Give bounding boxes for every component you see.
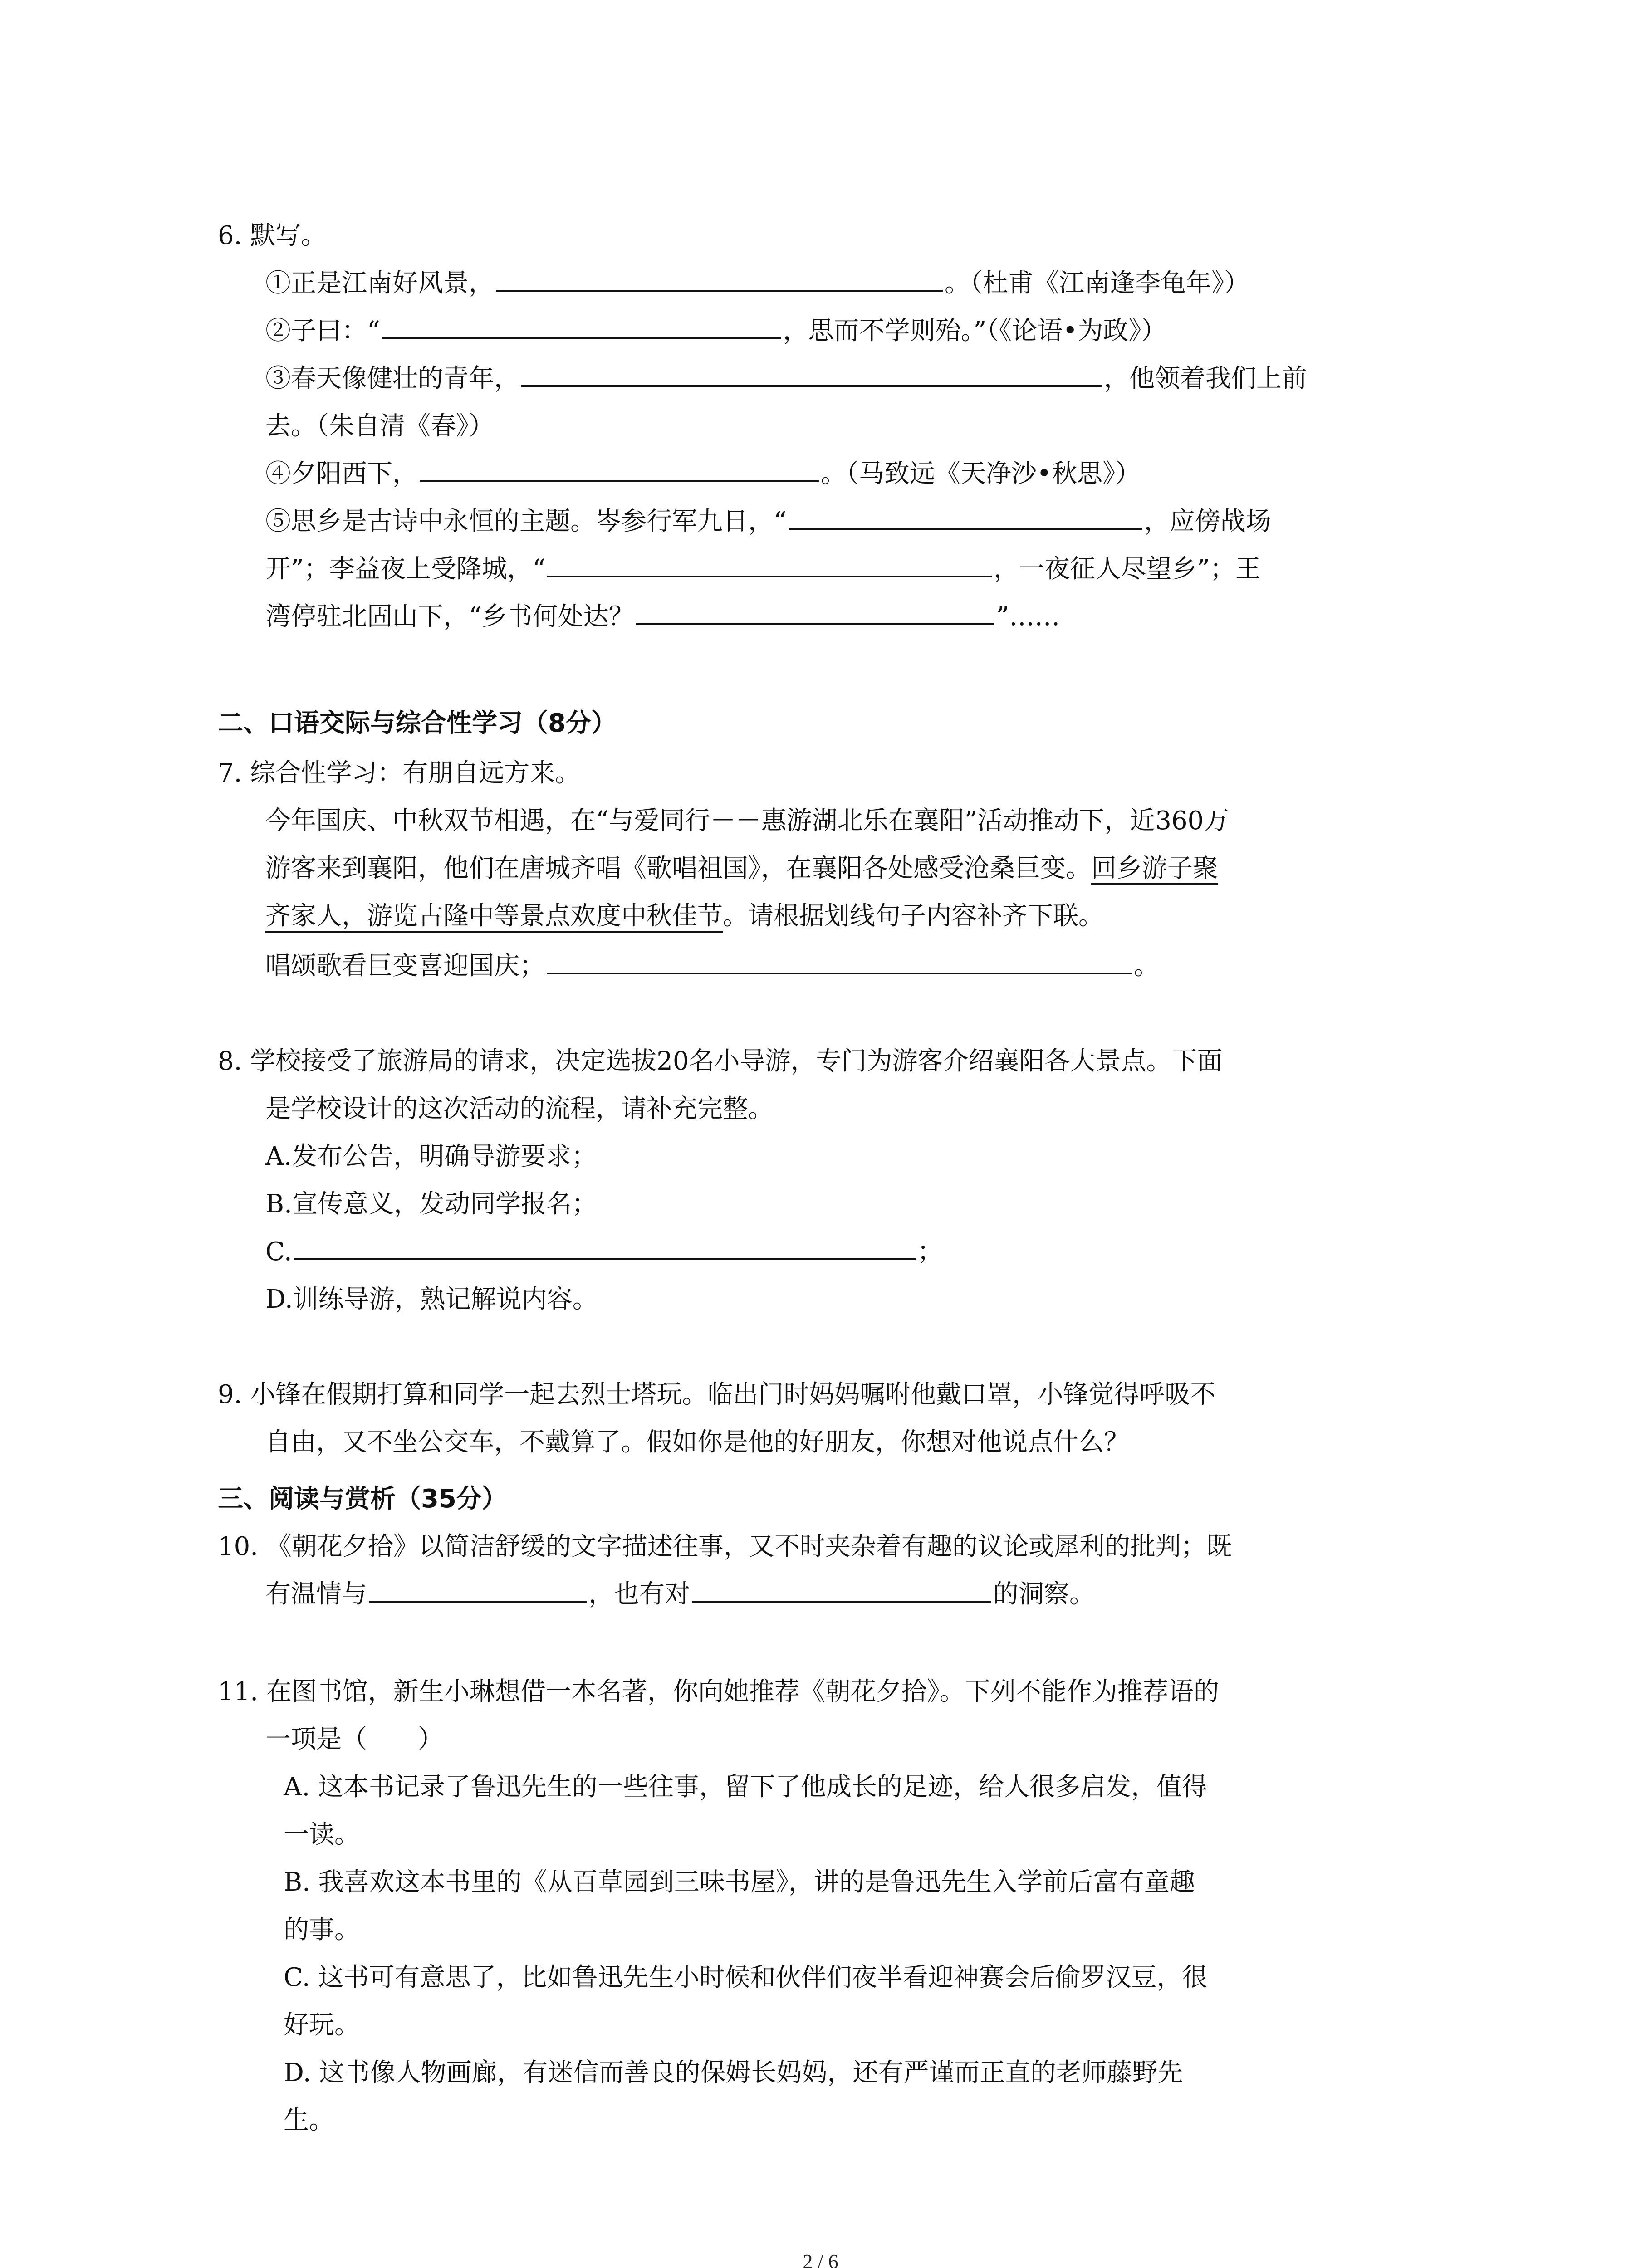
answer-blank[interactable] bbox=[636, 595, 994, 625]
q11-line-1: 11. 在图书馆，新生小琳想借一本名著，你向她推荐《朝花夕拾》。下列不能作为推荐语的 bbox=[218, 1677, 1219, 1706]
q11-option-c: C. 这书可有意思了，比如鲁迅先生小时候和伙伴们夜半看迎神赛会后偷罗汉豆，很 bbox=[284, 1963, 1208, 1992]
answer-blank[interactable] bbox=[382, 309, 781, 339]
q9-line-2: 自由，又不坐公交车，不戴算了。假如你是他的好朋友，你想对他说点什么？ bbox=[265, 1427, 1129, 1457]
q8-title: 8. 学校接受了旅游局的请求，决定选拔20名小导游，专门为游客介绍襄阳各大景点。下面 bbox=[218, 1046, 1223, 1076]
q6-item-1: ①正是江南好风景， 。（杜甫《江南逢李龟年》） bbox=[265, 261, 1249, 306]
q7-couplet: 唱颂歌看巨变喜迎国庆； 。 bbox=[265, 943, 1159, 989]
q7-paragraph-line-3: 齐家人，游览古隆中等景点欢度中秋佳节。请根据划线句子内容补齐下联。 bbox=[265, 901, 1104, 931]
q6-item-5: ⑤思乡是古诗中永恒的主题。岑参行军九日，“ ，应傍战场 bbox=[265, 499, 1271, 544]
q11-option-b-cont: 的事。 bbox=[284, 1915, 360, 1945]
q11-line-2: 一项是（ ） bbox=[265, 1725, 443, 1754]
answer-blank[interactable] bbox=[547, 944, 1132, 974]
answer-blank[interactable] bbox=[369, 1573, 587, 1603]
section-2-title: 二、口语交际与综合性学习（8分） bbox=[218, 709, 617, 738]
q11-option-b: B. 我喜欢这本书里的《从百草园到三味书屋》，讲的是鲁迅先生入学前后富有童趣 bbox=[284, 1867, 1195, 1897]
q6-item-4: ④夕阳西下， 。（马致远《天净沙•秋思》） bbox=[265, 451, 1141, 497]
q9-line-1: 9. 小锋在假期打算和同学一起去烈士塔玩。临出门时妈妈嘱咐他戴口罩，小锋觉得呼吸不 bbox=[218, 1380, 1216, 1409]
answer-blank[interactable] bbox=[294, 1230, 916, 1260]
q10-line-1: 10. 《朝花夕拾》以简洁舒缓的文字描述往事，又不时夹杂着有趣的议论或犀利的批判；既 bbox=[218, 1532, 1232, 1561]
answer-blank[interactable] bbox=[521, 357, 1102, 387]
q6-item-5-cont-2: 湾停驻北固山下，“乡书何处达？ ”…… bbox=[265, 594, 1060, 640]
q6-item-3: ③春天像健壮的青年， ，他领着我们上前 bbox=[265, 356, 1307, 401]
answer-blank[interactable] bbox=[420, 452, 819, 482]
q11-option-d: D. 这书像人物画廊，有迷信而善良的保姆长妈妈，还有严谨而正直的老师藤野先 bbox=[284, 2058, 1183, 2087]
q7-paragraph-line-1: 今年国庆、中秋双节相遇，在“与爱同行－－惠游湖北乐在襄阳”活动推动下，近360万 bbox=[265, 806, 1230, 836]
answer-blank[interactable] bbox=[789, 500, 1142, 530]
q6-item-5-cont-1: 开”；李益夜上受降城，“ ，一夜征人尽望乡”；王 bbox=[265, 547, 1261, 592]
q11-option-a: A. 这本书记录了鲁迅先生的一些往事，留下了他成长的足迹，给人很多启发，值得 bbox=[284, 1772, 1208, 1802]
q8-step-b: B.宣传意义，发动同学报名； bbox=[265, 1189, 597, 1219]
section-3-title: 三、阅读与赏析（35分） bbox=[218, 1484, 507, 1514]
q6-item-2: ②子曰：“ ，思而不学则殆。”（《论语•为政》） bbox=[265, 308, 1166, 354]
underlined-sentence: 回乡游子聚 bbox=[1091, 854, 1218, 883]
q11-option-d-cont: 生。 bbox=[284, 2106, 334, 2135]
q8-step-c: C. ； bbox=[265, 1229, 943, 1275]
q6-title: 6. 默写。 bbox=[218, 221, 327, 250]
q11-option-a-cont: 一读。 bbox=[284, 1820, 360, 1849]
q7-title: 7. 综合性学习：有朋自远方来。 bbox=[218, 758, 581, 788]
q8-step-a: A.发布公告，明确导游要求； bbox=[265, 1142, 597, 1171]
answer-blank[interactable] bbox=[547, 547, 992, 577]
q8-step-d: D.训练导游，熟记解说内容。 bbox=[265, 1285, 598, 1314]
underlined-sentence: 齐家人，游览古隆中等景点欢度中秋佳节 bbox=[265, 901, 723, 931]
q8-line-2: 是学校设计的这次活动的流程，请补充完整。 bbox=[265, 1094, 774, 1124]
answer-blank[interactable] bbox=[692, 1573, 991, 1603]
page-number: 2 / 6 bbox=[803, 2250, 838, 2268]
q7-paragraph-line-2: 游客来到襄阳，他们在唐城齐唱《歌唱祖国》，在襄阳各处感受沧桑巨变。回乡游子聚 bbox=[265, 854, 1218, 883]
q10-line-2: 有温情与 ，也有对 的洞察。 bbox=[265, 1572, 1095, 1617]
q11-option-c-cont: 好玩。 bbox=[284, 2010, 360, 2040]
q6-item-3-cont: 去。（朱自清《春》） bbox=[265, 411, 494, 441]
answer-blank[interactable] bbox=[496, 262, 943, 292]
